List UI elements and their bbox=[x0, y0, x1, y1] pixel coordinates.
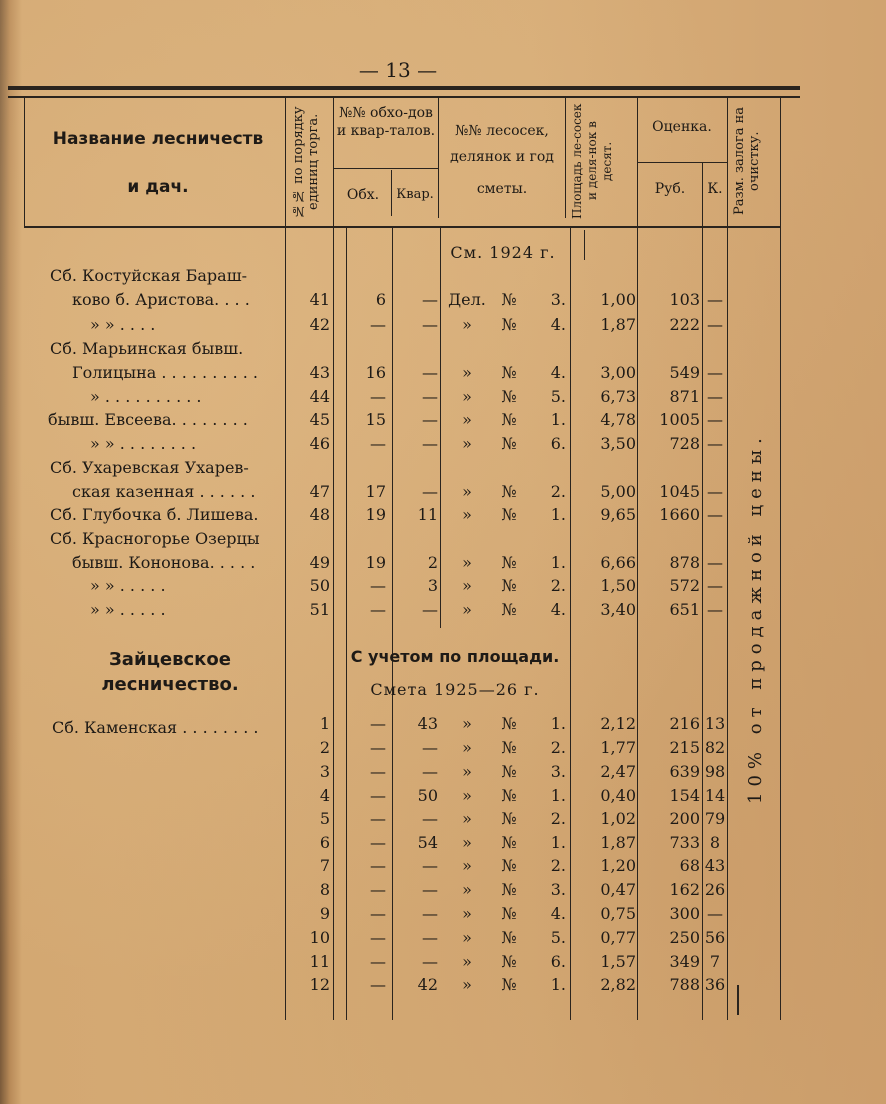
row-no-sign: № bbox=[501, 434, 517, 453]
row-lot: 1. bbox=[550, 786, 566, 805]
row-no-sign: № bbox=[501, 363, 517, 382]
row-kvartal: — bbox=[422, 928, 438, 947]
row-no-sign: № bbox=[501, 762, 517, 781]
row-area: 1,87 bbox=[600, 315, 636, 334]
row-delyanka: » bbox=[462, 786, 472, 805]
row-lot: 3. bbox=[550, 762, 566, 781]
row-kvartal: 2 bbox=[427, 553, 438, 572]
row-lot: 4. bbox=[550, 315, 566, 334]
row-obhod: 6 bbox=[375, 290, 386, 309]
row-kop: 13 bbox=[704, 714, 726, 733]
row-delyanka: » bbox=[462, 904, 472, 923]
row-kvartal: — bbox=[422, 315, 438, 334]
name-line: Голицына . . . . . . . . . . bbox=[72, 363, 258, 382]
col-line-right-edge bbox=[780, 98, 781, 1020]
col-line-body-kv bbox=[392, 228, 393, 1020]
row-obhod: — bbox=[370, 904, 386, 923]
caption-divider bbox=[584, 230, 585, 260]
row-kvartal: — bbox=[422, 738, 438, 757]
row-delyanka: » bbox=[462, 833, 472, 852]
row-kop: — bbox=[707, 482, 723, 501]
row-lot: 2. bbox=[550, 738, 566, 757]
row-number: 43 bbox=[309, 363, 330, 382]
col-line-order bbox=[333, 98, 334, 1020]
row-area: 1,57 bbox=[600, 952, 636, 971]
section2-caption: Смета 1925—26 г. bbox=[370, 680, 540, 699]
header-order-no: №№ по порядку единиц торга. bbox=[291, 106, 321, 218]
name-line: Сб. Марьинская бывш. bbox=[50, 339, 244, 358]
row-obhod: — bbox=[370, 975, 386, 994]
section2-caption-bold: С учетом по площади. bbox=[350, 647, 560, 666]
row-area: 0,75 bbox=[600, 904, 636, 923]
row-rub: 349 bbox=[669, 952, 700, 971]
row-kop: — bbox=[707, 363, 723, 382]
header-ocenka: Оценка. bbox=[652, 119, 712, 135]
row-obhod: — bbox=[370, 952, 386, 971]
col-line-area bbox=[637, 98, 638, 1020]
row-delyanka: » bbox=[462, 600, 472, 619]
row-delyanka: » bbox=[462, 553, 472, 572]
row-no-sign: № bbox=[501, 410, 517, 429]
row-kop: 26 bbox=[704, 880, 726, 899]
row-number: 49 bbox=[309, 553, 330, 572]
row-kop: — bbox=[707, 553, 723, 572]
subheader-rule-obhody bbox=[334, 168, 438, 169]
row-lot: 5. bbox=[550, 387, 566, 406]
row-no-sign: № bbox=[501, 387, 517, 406]
row-rub: 1660 bbox=[659, 505, 700, 524]
section2-name: Сб. Каменская . . . . . . . . bbox=[52, 718, 259, 737]
header-name-line2: и дач. bbox=[127, 177, 189, 197]
row-rub: 68 bbox=[679, 856, 700, 875]
name-line: Сб. Ухаревская Ухарев- bbox=[50, 458, 249, 477]
row-lot: 4. bbox=[550, 600, 566, 619]
col-line-left-edge bbox=[24, 98, 25, 228]
row-delyanka: » bbox=[462, 363, 472, 382]
name-line: » » . . . . . bbox=[90, 600, 166, 619]
row-obhod: 19 bbox=[365, 553, 386, 572]
header-rub: Руб. bbox=[654, 181, 686, 197]
header-smety: сметы. bbox=[476, 181, 528, 197]
row-rub: 1005 bbox=[659, 410, 700, 429]
top-rule-thin bbox=[8, 96, 800, 98]
row-number: 44 bbox=[309, 387, 330, 406]
row-obhod: — bbox=[370, 315, 386, 334]
row-lot: 4. bbox=[550, 363, 566, 382]
row-rub: 300 bbox=[669, 904, 700, 923]
row-kvartal: 43 bbox=[417, 714, 438, 733]
row-kop: 56 bbox=[704, 928, 726, 947]
row-number: 9 bbox=[319, 904, 330, 923]
row-area: 6,66 bbox=[600, 553, 636, 572]
row-number: 5 bbox=[319, 809, 330, 828]
header-zalog: Разм. залога на очистку. bbox=[732, 107, 762, 215]
row-no-sign: № bbox=[501, 600, 517, 619]
row-lot: 2. bbox=[550, 576, 566, 595]
row-area: 1,77 bbox=[600, 738, 636, 757]
row-number: 51 bbox=[309, 600, 330, 619]
row-kop: 82 bbox=[704, 738, 726, 757]
row-number: 48 bbox=[309, 505, 330, 524]
row-kvartal: 11 bbox=[417, 505, 438, 524]
row-delyanka: » bbox=[462, 856, 472, 875]
row-number: 6 bbox=[319, 833, 330, 852]
row-kvartal: — bbox=[422, 434, 438, 453]
row-rub: 572 bbox=[669, 576, 700, 595]
row-kvartal: — bbox=[422, 880, 438, 899]
row-obhod: — bbox=[370, 833, 386, 852]
row-kop: 7 bbox=[709, 952, 721, 971]
row-delyanka: » bbox=[462, 482, 472, 501]
name-line: Сб. Костуйская Бараш- bbox=[50, 266, 247, 285]
row-area: 0,40 bbox=[600, 786, 636, 805]
col-line-obhody bbox=[438, 98, 439, 218]
row-lot: 6. bbox=[550, 434, 566, 453]
row-rub: 250 bbox=[669, 928, 700, 947]
row-delyanka: » bbox=[462, 809, 472, 828]
row-area: 3,40 bbox=[600, 600, 636, 619]
name-line: Сб. Глубочка б. Лишева. bbox=[50, 505, 259, 524]
row-lot: 4. bbox=[550, 904, 566, 923]
section2-title-line2: лесничество. bbox=[101, 674, 239, 695]
row-obhod: — bbox=[370, 738, 386, 757]
row-no-sign: № bbox=[501, 315, 517, 334]
header-obh: Обх. bbox=[346, 187, 380, 203]
row-delyanka: » bbox=[462, 975, 472, 994]
row-lot: 2. bbox=[550, 856, 566, 875]
row-kop: 36 bbox=[704, 975, 726, 994]
zalog-note: 10% от продажной цены. bbox=[745, 432, 766, 804]
row-area: 0,77 bbox=[600, 928, 636, 947]
row-no-sign: № bbox=[501, 482, 517, 501]
header-name-line1: Название лесничеств bbox=[52, 129, 264, 149]
row-obhod: — bbox=[370, 600, 386, 619]
name-line: ково б. Аристова. . . . bbox=[72, 290, 250, 309]
row-obhod: 17 bbox=[365, 482, 386, 501]
row-rub: 162 bbox=[669, 880, 700, 899]
header-lesosek: №№ лесосек, делянок и год bbox=[450, 123, 554, 165]
row-lot: 3. bbox=[550, 880, 566, 899]
row-rub: 216 bbox=[669, 714, 700, 733]
row-no-sign: № bbox=[501, 928, 517, 947]
row-kvartal: — bbox=[422, 410, 438, 429]
page-number: — 13 — bbox=[358, 58, 438, 82]
row-area: 3,50 bbox=[600, 434, 636, 453]
col-line-body-lot bbox=[570, 228, 571, 1020]
row-no-sign: № bbox=[501, 833, 517, 852]
row-obhod: — bbox=[370, 928, 386, 947]
name-line: » » . . . . . bbox=[90, 576, 166, 595]
row-kvartal: 42 bbox=[417, 975, 438, 994]
row-kvartal: 3 bbox=[427, 576, 438, 595]
row-area: 1,00 bbox=[600, 290, 636, 309]
row-lot: 1. bbox=[550, 410, 566, 429]
row-kop: 14 bbox=[704, 786, 726, 805]
row-number: 11 bbox=[309, 952, 330, 971]
header-kvar: Квар. bbox=[396, 187, 434, 202]
row-number: 46 bbox=[309, 434, 330, 453]
row-no-sign: № bbox=[501, 880, 517, 899]
row-obhod: — bbox=[370, 856, 386, 875]
row-number: 3 bbox=[319, 762, 330, 781]
row-area: 6,73 bbox=[600, 387, 636, 406]
row-lot: 5. bbox=[550, 928, 566, 947]
row-number: 1 bbox=[319, 714, 330, 733]
row-rub: 200 bbox=[669, 809, 700, 828]
row-kop: — bbox=[707, 434, 723, 453]
row-area: 4,78 bbox=[600, 410, 636, 429]
col-line-body-kv-right bbox=[440, 228, 441, 628]
header-area: Площадь ле-сосек и деля-нок в десят. bbox=[570, 103, 614, 219]
row-obhod: 19 bbox=[365, 505, 386, 524]
header-kop: К. bbox=[707, 181, 723, 197]
row-delyanka: » bbox=[462, 576, 472, 595]
row-rub: 154 bbox=[669, 786, 700, 805]
row-delyanka: » bbox=[462, 952, 472, 971]
row-kop: 43 bbox=[704, 856, 726, 875]
row-delyanka: » bbox=[462, 387, 472, 406]
row-kop: — bbox=[707, 576, 723, 595]
row-area: 1,87 bbox=[600, 833, 636, 852]
row-number: 10 bbox=[309, 928, 330, 947]
row-obhod: — bbox=[370, 786, 386, 805]
row-lot: 1. bbox=[550, 505, 566, 524]
section2-title-line1: Зайцевское bbox=[109, 649, 231, 670]
row-lot: 1. bbox=[550, 975, 566, 994]
row-kop: 79 bbox=[704, 809, 726, 828]
row-delyanka: » bbox=[462, 714, 472, 733]
top-rule-thick bbox=[8, 86, 800, 90]
row-obhod: — bbox=[370, 809, 386, 828]
row-no-sign: № bbox=[501, 576, 517, 595]
row-area: 1,50 bbox=[600, 576, 636, 595]
row-kvartal: — bbox=[422, 363, 438, 382]
row-area: 2,47 bbox=[600, 762, 636, 781]
section1-caption: См. 1924 г. bbox=[450, 243, 556, 262]
row-rub: 549 bbox=[669, 363, 700, 382]
row-area: 0,47 bbox=[600, 880, 636, 899]
row-rub: 871 bbox=[669, 387, 700, 406]
row-obhod: — bbox=[370, 880, 386, 899]
row-number: 7 bbox=[319, 856, 330, 875]
name-line: » . . . . . . . . . . bbox=[90, 387, 202, 406]
row-delyanka: » bbox=[462, 928, 472, 947]
row-rub: 639 bbox=[669, 762, 700, 781]
name-line: » » . . . . bbox=[90, 315, 156, 334]
row-kvartal: — bbox=[422, 809, 438, 828]
row-rub: 651 bbox=[669, 600, 700, 619]
row-delyanka: » bbox=[462, 505, 472, 524]
row-no-sign: № bbox=[501, 904, 517, 923]
row-number: 45 bbox=[309, 410, 330, 429]
row-rub: 222 bbox=[669, 315, 700, 334]
row-no-sign: № bbox=[501, 505, 517, 524]
row-kop: — bbox=[707, 600, 723, 619]
name-line: Сб. Красногорье Озерцы bbox=[50, 529, 260, 548]
col-line-body-obh bbox=[346, 228, 347, 1020]
row-kop: — bbox=[707, 410, 723, 429]
row-rub: 728 bbox=[669, 434, 700, 453]
row-delyanka: » bbox=[462, 880, 472, 899]
row-obhod: — bbox=[370, 387, 386, 406]
row-number: 50 bbox=[309, 576, 330, 595]
row-delyanka: » bbox=[462, 762, 472, 781]
row-no-sign: № bbox=[501, 856, 517, 875]
row-delyanka: Дел. bbox=[448, 290, 486, 309]
row-lot: 3. bbox=[550, 290, 566, 309]
name-line: бывш. Евсеева. . . . . . . . bbox=[48, 410, 248, 429]
row-area: 1,20 bbox=[600, 856, 636, 875]
row-delyanka: » bbox=[462, 738, 472, 757]
header-bottom-rule bbox=[24, 226, 780, 228]
row-kvartal: — bbox=[422, 762, 438, 781]
row-delyanka: » bbox=[462, 315, 472, 334]
row-number: 8 bbox=[319, 880, 330, 899]
row-lot: 6. bbox=[550, 952, 566, 971]
row-number: 2 bbox=[319, 738, 330, 757]
row-delyanka: » bbox=[462, 434, 472, 453]
row-kvartal: — bbox=[422, 290, 438, 309]
row-number: 4 bbox=[319, 786, 330, 805]
row-area: 2,82 bbox=[600, 975, 636, 994]
row-number: 42 bbox=[309, 315, 330, 334]
row-kvartal: — bbox=[422, 904, 438, 923]
row-no-sign: № bbox=[501, 786, 517, 805]
subheader-rule-ocenka bbox=[638, 162, 727, 163]
row-kvartal: — bbox=[422, 952, 438, 971]
row-delyanka: » bbox=[462, 410, 472, 429]
row-no-sign: № bbox=[501, 553, 517, 572]
name-line: бывш. Кононова. . . . . bbox=[72, 553, 256, 572]
row-lot: 2. bbox=[550, 809, 566, 828]
row-kvartal: — bbox=[422, 600, 438, 619]
row-lot: 1. bbox=[550, 833, 566, 852]
row-kvartal: — bbox=[422, 856, 438, 875]
row-no-sign: № bbox=[501, 714, 517, 733]
row-kop: — bbox=[707, 387, 723, 406]
row-kvartal: — bbox=[422, 482, 438, 501]
row-kop: 8 bbox=[709, 833, 721, 852]
bottom-mark bbox=[737, 985, 739, 1015]
row-area: 1,02 bbox=[600, 809, 636, 828]
row-number: 41 bbox=[309, 290, 330, 309]
row-kvartal: 54 bbox=[417, 833, 438, 852]
row-rub: 215 bbox=[669, 738, 700, 757]
row-kop: — bbox=[707, 505, 723, 524]
row-no-sign: № bbox=[501, 290, 517, 309]
col-line-kop bbox=[727, 98, 728, 1020]
row-rub: 1045 bbox=[659, 482, 700, 501]
name-line: » » . . . . . . . . bbox=[90, 434, 197, 453]
row-number: 12 bbox=[309, 975, 330, 994]
row-kvartal: — bbox=[422, 387, 438, 406]
row-rub: 788 bbox=[669, 975, 700, 994]
col-line-lesosek bbox=[565, 98, 566, 218]
header-obhody: №№ обхо-дов и квар-талов. bbox=[336, 105, 436, 139]
row-obhod: 16 bbox=[365, 363, 386, 382]
row-area: 2,12 bbox=[600, 714, 636, 733]
row-no-sign: № bbox=[501, 738, 517, 757]
row-kop: — bbox=[707, 904, 723, 923]
row-no-sign: № bbox=[501, 809, 517, 828]
row-lot: 1. bbox=[550, 553, 566, 572]
row-obhod: — bbox=[370, 714, 386, 733]
row-lot: 2. bbox=[550, 482, 566, 501]
row-rub: 878 bbox=[669, 553, 700, 572]
row-number: 47 bbox=[309, 482, 330, 501]
row-area: 5,00 bbox=[600, 482, 636, 501]
row-obhod: — bbox=[370, 434, 386, 453]
row-lot: 1. bbox=[550, 714, 566, 733]
name-line: ская казенная . . . . . . bbox=[72, 482, 256, 501]
row-rub: 733 bbox=[669, 833, 700, 852]
row-rub: 103 bbox=[669, 290, 700, 309]
row-obhod: — bbox=[370, 576, 386, 595]
row-kop: — bbox=[707, 315, 723, 334]
row-obhod: 15 bbox=[365, 410, 386, 429]
row-no-sign: № bbox=[501, 975, 517, 994]
row-no-sign: № bbox=[501, 952, 517, 971]
row-kop: 98 bbox=[704, 762, 726, 781]
row-kvartal: 50 bbox=[417, 786, 438, 805]
row-kop: — bbox=[707, 290, 723, 309]
row-area: 3,00 bbox=[600, 363, 636, 382]
row-area: 9,65 bbox=[600, 505, 636, 524]
row-obhod: — bbox=[370, 762, 386, 781]
